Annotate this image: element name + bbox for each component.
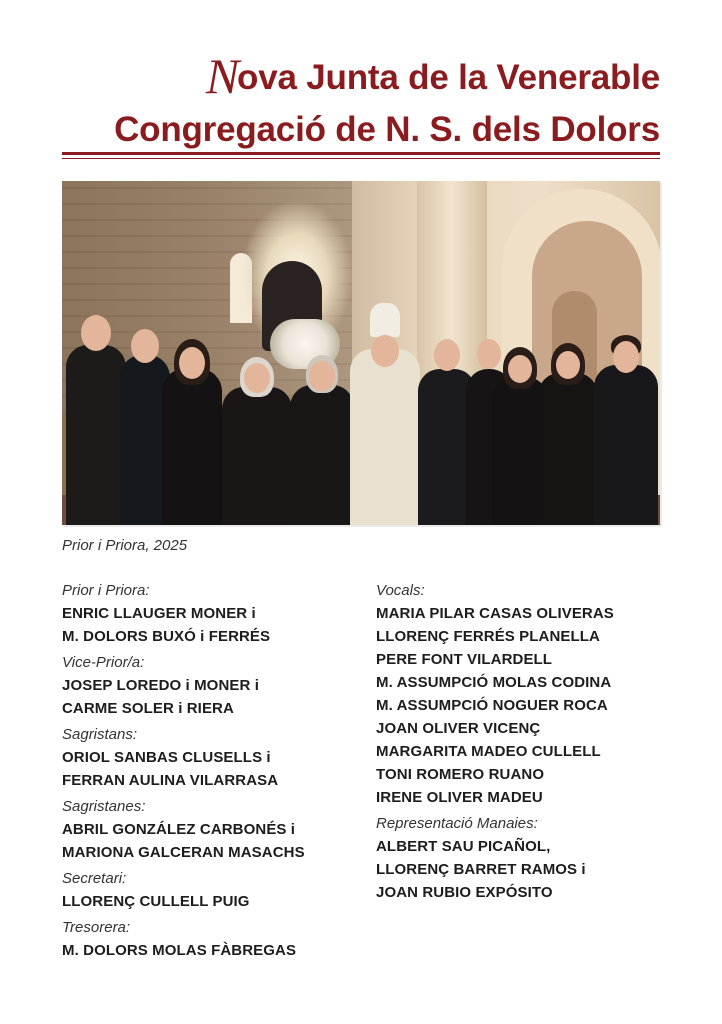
member-name: MARIONA GALCERAN MASACHS — [62, 844, 305, 861]
member-group — [62, 796, 362, 864]
member-name: CARME SOLER i RIERA — [62, 700, 234, 717]
member-name: MARGARITA MADEO CULLELL — [376, 743, 601, 760]
member-name: FERRAN AULINA VILARRASA — [62, 772, 279, 789]
member-name: JOAN OLIVER VICENÇ — [376, 720, 541, 737]
role-label: Sagristanes: — [62, 798, 146, 815]
member-group — [62, 917, 362, 962]
title-rule-thick — [62, 152, 660, 155]
member-group — [62, 724, 362, 792]
title-initial: N — [205, 48, 240, 104]
member-name: TONI ROMERO RUANO — [376, 766, 545, 783]
member-group — [62, 580, 362, 648]
person — [66, 315, 126, 525]
role-label: Prior i Priora: — [62, 582, 150, 599]
person — [290, 355, 354, 525]
group-photo — [62, 181, 660, 525]
member-name: MARIA PILAR CASAS OLIVERAS — [376, 605, 614, 622]
member-name: JOAN RUBIO EXPÓSITO — [376, 884, 553, 901]
person — [594, 335, 658, 525]
member-name: ALBERT SAU PICAÑOL, — [376, 838, 551, 855]
title-rule-thin — [62, 158, 660, 159]
page-title — [114, 48, 660, 156]
member-name: JOSEP LOREDO i MONER i — [62, 677, 259, 694]
title-line-1-text: ova Junta de la Venerable — [237, 58, 660, 97]
person — [222, 357, 292, 525]
member-name: IRENE OLIVER MADEU — [376, 789, 543, 806]
role-label: Tresorera: — [62, 919, 131, 936]
member-name: M. DOLORS MOLAS FÀBREGAS — [62, 942, 297, 959]
member-name: M. ASSUMPCIÓ MOLAS CODINA — [376, 674, 612, 691]
role-label: Secretari: — [62, 870, 127, 887]
person-bishop — [350, 303, 420, 525]
member-name: ABRIL GONZÁLEZ CARBONÉS i — [62, 821, 296, 838]
member-name: M. DOLORS BUXÓ i FERRÉS — [62, 628, 271, 645]
photo-caption: Prior i Priora, 2025 — [62, 537, 188, 554]
person — [162, 339, 222, 525]
role-label: Representació Manaies: — [376, 815, 538, 832]
member-name: LLORENÇ FERRÉS PLANELLA — [376, 628, 600, 645]
member-name: M. ASSUMPCIÓ NOGUER ROCA — [376, 697, 608, 714]
role-label: Vocals: — [376, 582, 425, 599]
member-group — [376, 580, 676, 809]
member-name: ORIOL SANBAS CLUSELLS i — [62, 749, 271, 766]
member-name: PERE FONT VILARDELL — [376, 651, 553, 668]
left-column — [62, 576, 362, 965]
title-line-1 — [114, 48, 660, 104]
member-group — [62, 652, 362, 720]
person — [538, 343, 598, 525]
role-label: Vice-Prior/a: — [62, 654, 145, 671]
member-name: ENRIC LLAUGER MONER i — [62, 605, 256, 622]
role-label: Sagristans: — [62, 726, 138, 743]
member-name: LLORENÇ CULLELL PUIG — [62, 893, 250, 910]
member-group — [376, 813, 676, 904]
title-line-2: Congregació de N. S. dels Dolors — [114, 110, 660, 149]
right-column — [376, 576, 676, 907]
member-group — [62, 868, 362, 913]
member-name: LLORENÇ BARRET RAMOS i — [376, 861, 586, 878]
